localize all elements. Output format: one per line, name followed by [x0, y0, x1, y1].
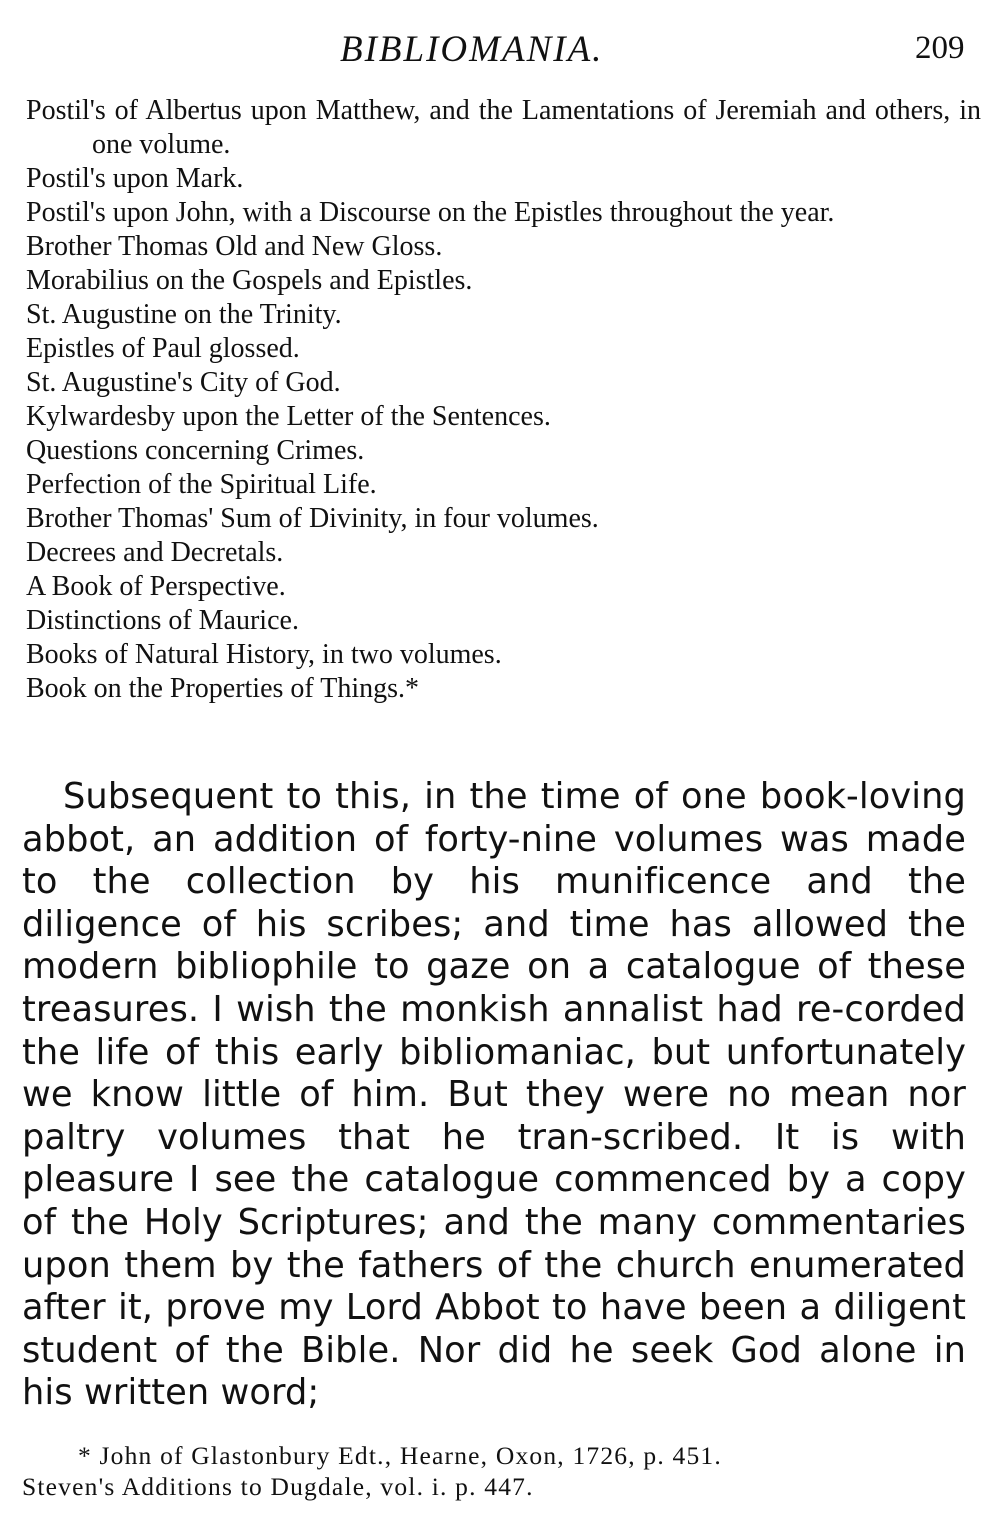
catalogue-entry: St. Augustine's City of God. [26, 367, 341, 398]
running-title: BIBLIOMANIA. [340, 29, 604, 70]
catalogue-entry: Postil's upon John, with a Discourse on the Epistles throughout the year. [26, 197, 835, 228]
catalogue-entry: Book on the Properties of Things.* [26, 673, 420, 704]
catalogue-list [26, 94, 981, 706]
catalogue-entry: Distinctions of Maurice. [26, 605, 299, 636]
catalogue-entry: Morabilius on the Gospels and Epistles. [26, 265, 473, 296]
catalogue-entry: Perfection of the Spiritual Life. [26, 469, 377, 500]
catalogue-entry: St. Augustine on the Trinity. [26, 299, 342, 330]
catalogue-entry: A Book of Perspective. [26, 571, 286, 602]
catalogue-entry: Postil's upon Mark. [26, 163, 244, 194]
catalogue-entry: Questions concerning Crimes. [26, 435, 365, 466]
catalogue-entry: Kylwardesby upon the Letter of the Sentences. [26, 401, 551, 432]
page-number: 209 [915, 30, 965, 66]
footnote-line-1: * John of Glastonbury Edt., Hearne, Oxon, 1726, p. 451. [78, 1441, 722, 1470]
body-paragraph: Subsequent to this, in the time of one book-loving abbot, an addition of forty-nine volumes was made to the collection by his munificence and the diligence of his scribes; and time has allowed the modern bibliophile to gaze on a catalogue of these treasures. I wish the monkish annalist had re-corded the life of this early bibliomaniac, but unfortunately we know little of him. But they were no mean nor paltry volumes that he tran-scribed. It is with pleasure I see the catalogue commenced by a copy of the Holy Scriptures; and the many commentaries upon them by the fathers of the church enumerated after it, prove my Lord Abbot to have been a diligent student of the Bible. Nor did he seek God alone in his written word; [22, 776, 966, 1414]
footnote [22, 1440, 966, 1502]
catalogue-entry: Decrees and Decretals. [26, 537, 284, 568]
catalogue-entry: Postil's of Albertus upon Matthew, and the Lamentations of Jeremiah and others, in one volume. [26, 95, 981, 160]
running-head [0, 28, 1000, 72]
catalogue-entry: Brother Thomas' Sum of Divinity, in four volumes. [26, 503, 599, 534]
footnote-line-2: Steven's Additions to Dugdale, vol. i. p. 447. [22, 1472, 534, 1501]
catalogue-entry: Brother Thomas Old and New Gloss. [26, 231, 443, 262]
catalogue-entry: Epistles of Paul glossed. [26, 333, 300, 364]
catalogue-entry: Books of Natural History, in two volumes. [26, 639, 502, 670]
